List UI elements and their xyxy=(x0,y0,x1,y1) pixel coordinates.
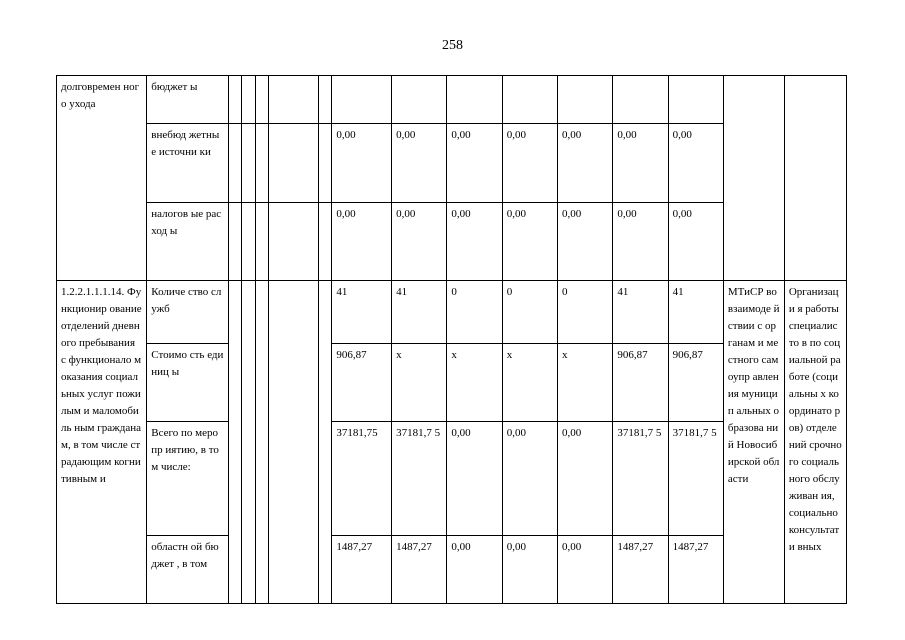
value-cell: 906,87 xyxy=(613,344,668,422)
program-table xyxy=(56,75,847,604)
value-cell xyxy=(668,76,723,124)
funding-source-cell: налогов ые расход ы xyxy=(147,203,228,281)
value-cell: x xyxy=(392,344,447,422)
funding-source-cell: бюджет ы xyxy=(147,76,228,124)
value-cell: 0,00 xyxy=(392,124,447,203)
value-cell: 41 xyxy=(613,281,668,344)
indicator-cell: Всего по меропр иятию, в том числе: xyxy=(147,422,228,536)
table-row xyxy=(57,76,847,124)
value-cell: 0,00 xyxy=(613,124,668,203)
value-cell: 37181,7 5 xyxy=(613,422,668,536)
funding-source-cell: внебюд жетные источни ки xyxy=(147,124,228,203)
value-cell: 0,00 xyxy=(332,124,392,203)
value-cell: 0,00 xyxy=(558,124,613,203)
value-cell: 906,87 xyxy=(668,344,723,422)
task-name-cell: 1.2.2.1.1.1.14. Функционир ование отделений дневного пребывания с функционало м оказания социальных услуг пожилым и маломобиль ным гражданам, в том числе страдающим когнитивным и xyxy=(57,281,147,604)
value-cell: 41 xyxy=(392,281,447,344)
value-cell: x xyxy=(558,344,613,422)
value-cell: 0,00 xyxy=(613,203,668,281)
value-cell: 41 xyxy=(668,281,723,344)
value-cell: x xyxy=(502,344,557,422)
value-cell: 0,00 xyxy=(558,536,613,604)
value-cell: 0,00 xyxy=(502,536,557,604)
funding-source-cell: областн ой бюджет , в том xyxy=(147,536,228,604)
value-cell: 0,00 xyxy=(502,124,557,203)
value-cell xyxy=(392,76,447,124)
value-cell: 37181,7 5 xyxy=(668,422,723,536)
value-cell xyxy=(447,76,502,124)
value-cell: x xyxy=(447,344,502,422)
task-name-cell: долговремен ного ухода xyxy=(57,76,147,281)
value-cell: 1487,27 xyxy=(613,536,668,604)
value-cell: 37181,7 5 xyxy=(392,422,447,536)
value-cell xyxy=(613,76,668,124)
value-cell: 0 xyxy=(558,281,613,344)
executor-cell: МТиСР во взаимоде йствии с органам и местного самоупр авления муницип альных образова ний Новосиб ирской области xyxy=(723,281,784,604)
value-cell: 0,00 xyxy=(447,536,502,604)
page-number: 258 xyxy=(442,38,463,53)
value-cell xyxy=(502,76,557,124)
value-cell: 0,00 xyxy=(392,203,447,281)
result-cell xyxy=(784,76,846,281)
value-cell: 0,00 xyxy=(668,124,723,203)
value-cell: 0,00 xyxy=(447,422,502,536)
indicator-cell: Стоимо сть единиц ы xyxy=(147,344,228,422)
value-cell: 41 xyxy=(332,281,392,344)
value-cell: 37181,75 xyxy=(332,422,392,536)
value-cell: 0,00 xyxy=(502,203,557,281)
value-cell: 0,00 xyxy=(447,124,502,203)
value-cell: 1487,27 xyxy=(332,536,392,604)
value-cell: 0,00 xyxy=(668,203,723,281)
value-cell xyxy=(332,76,392,124)
value-cell: 0,00 xyxy=(447,203,502,281)
value-cell xyxy=(558,76,613,124)
value-cell: 1487,27 xyxy=(668,536,723,604)
value-cell: 0,00 xyxy=(332,203,392,281)
value-cell: 1487,27 xyxy=(392,536,447,604)
table-row xyxy=(57,281,847,344)
executor-cell xyxy=(723,76,784,281)
value-cell: 0,00 xyxy=(558,203,613,281)
result-cell: Организаци я работы специалисто в по социальной работе (социальны х координато ров) отделений срочного социального обслуживан ия, социально консультати вных xyxy=(784,281,846,604)
indicator-cell: Количе ство служб xyxy=(147,281,228,344)
value-cell: 906,87 xyxy=(332,344,392,422)
value-cell: 0 xyxy=(502,281,557,344)
value-cell: 0 xyxy=(447,281,502,344)
value-cell: 0,00 xyxy=(558,422,613,536)
value-cell: 0,00 xyxy=(502,422,557,536)
